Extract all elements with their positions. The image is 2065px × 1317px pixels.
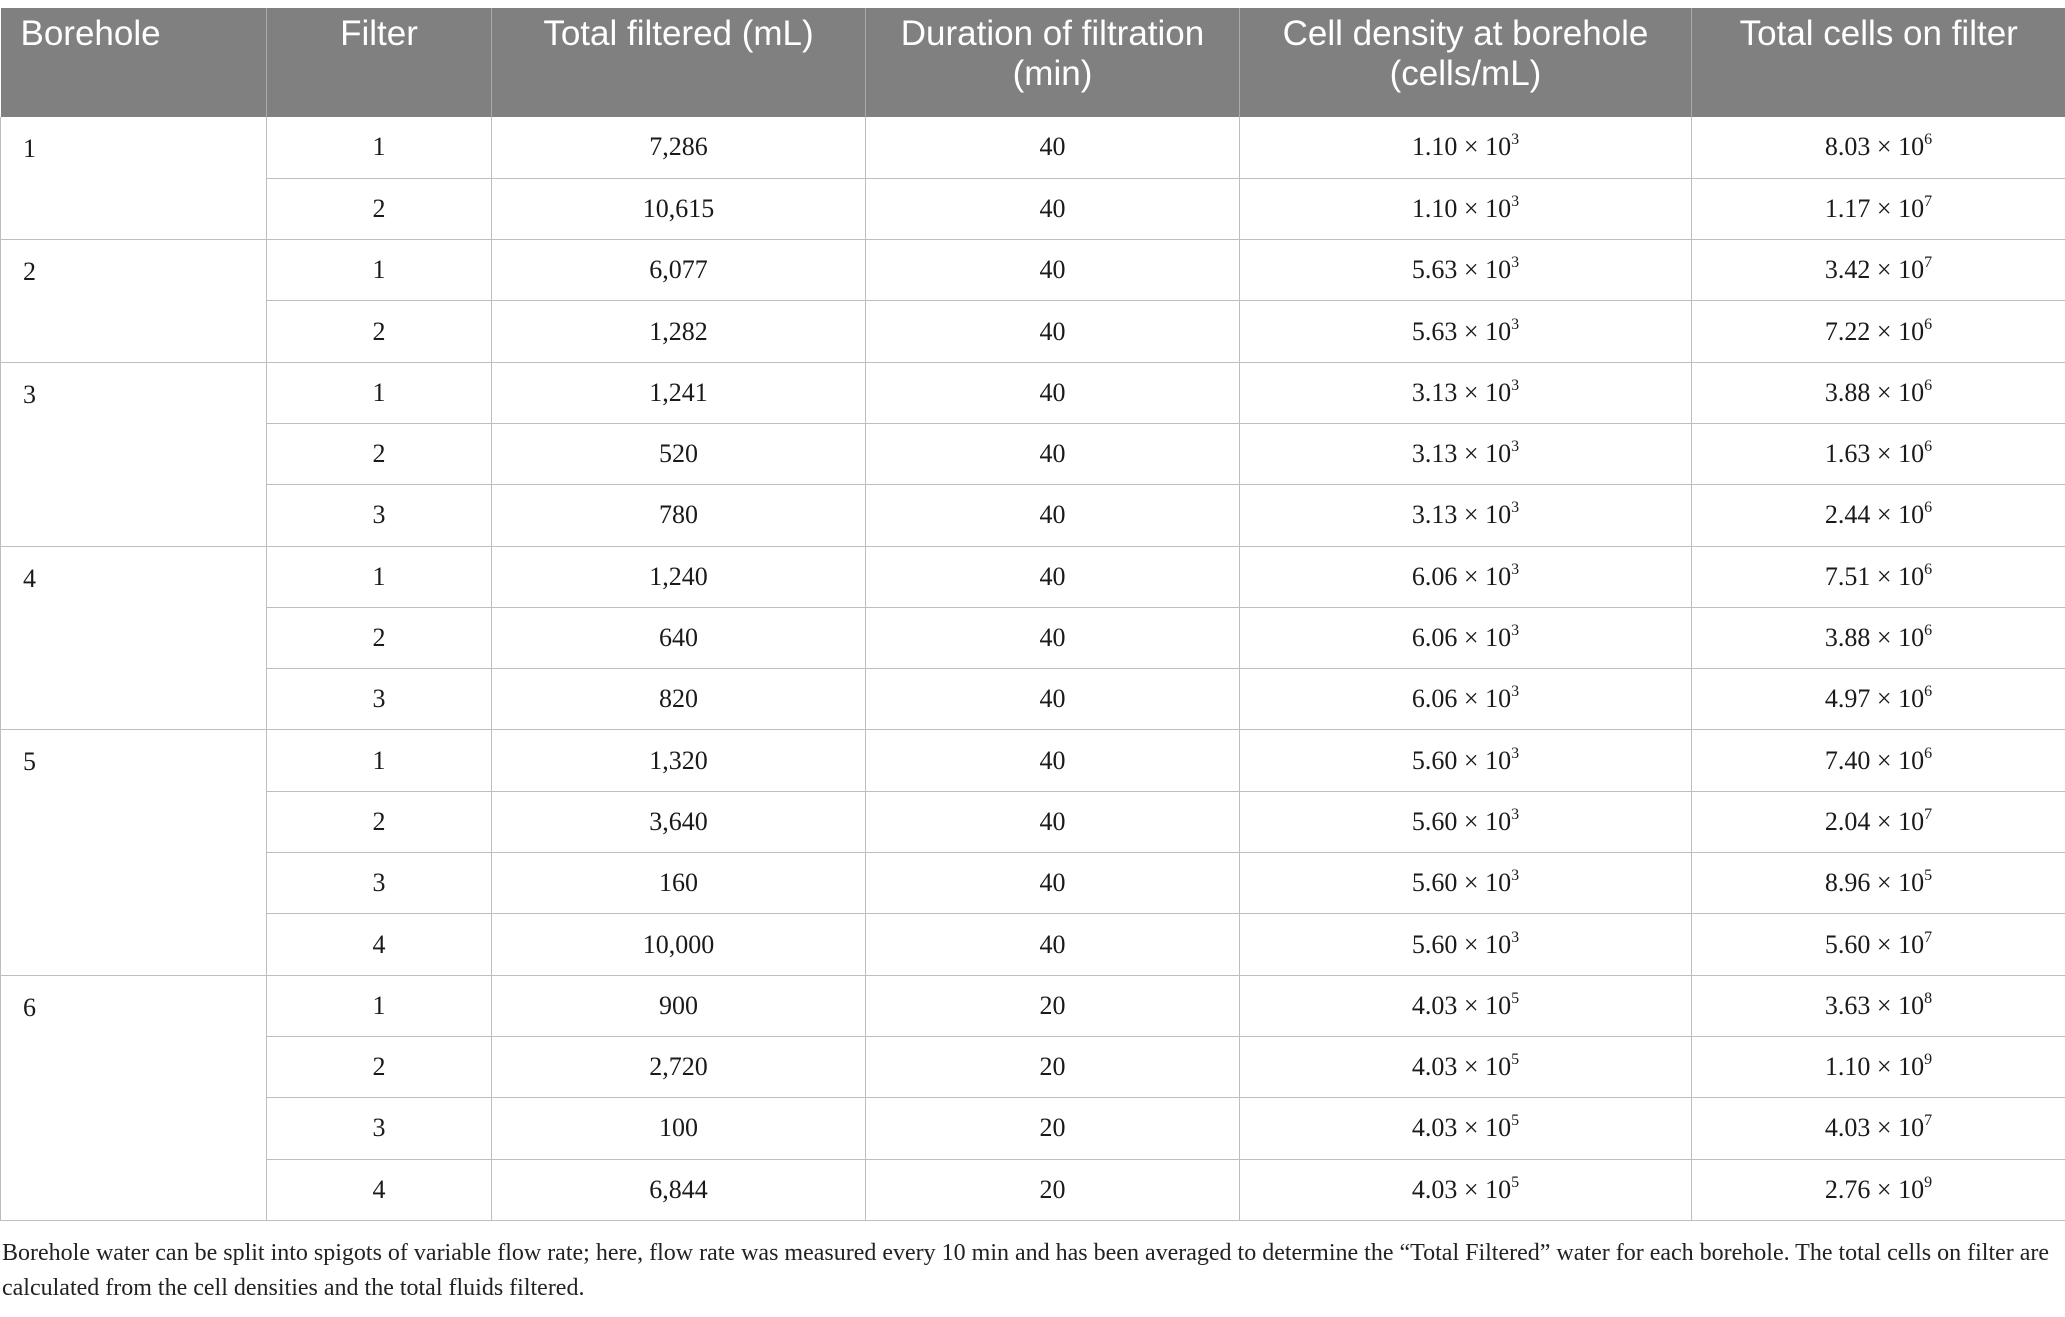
cell-density-cell: $6.06 \times 10^3$ [1240, 607, 1692, 668]
exponent: 3 [1511, 254, 1520, 272]
exponent: 3 [1511, 928, 1520, 946]
filter-cell: 1 [267, 362, 492, 423]
borehole-cell: 6 [1, 975, 267, 1220]
cell-density-cell: $3.13 \times 10^3$ [1240, 423, 1692, 484]
times-sign: × [1463, 316, 1479, 346]
mantissa: 1.17 [1824, 193, 1871, 223]
total-cells-cell: $3.88 \times 10^6$ [1692, 607, 2065, 668]
times-sign: × [1876, 806, 1892, 836]
exponent: 5 [1511, 1112, 1520, 1130]
mantissa: 3.88 [1824, 377, 1871, 407]
filter-cell: 2 [267, 1036, 492, 1097]
table-row [1, 485, 2065, 546]
filter-cell: 3 [267, 853, 492, 914]
exponent: 6 [1924, 560, 1933, 578]
mantissa: 4.03 [1411, 990, 1458, 1020]
duration-cell: 40 [866, 853, 1240, 914]
duration-cell: 40 [866, 240, 1240, 301]
exponent: 5 [1511, 989, 1520, 1007]
exponent: 3 [1511, 192, 1520, 210]
exponent: 7 [1924, 192, 1933, 210]
total-filtered-cell: 6,844 [492, 1159, 866, 1220]
exponent: 7 [1924, 805, 1933, 823]
table-footnote: Borehole water can be split into spigots of variable flow rate; here, flow rate was measured every 10 min and has been averaged to determine the “Total Filtered” water for each borehole. The total cells on filter are calculated from the cell densities and the total fluids filtered. [2, 1240, 2050, 1301]
exponent: 5 [1511, 1173, 1520, 1191]
total-filtered-cell: 3,640 [492, 791, 866, 852]
times-sign: × [1463, 745, 1479, 775]
mantissa: 5.60 [1411, 868, 1458, 898]
exponent: 6 [1924, 622, 1933, 640]
mantissa: 3.63 [1824, 990, 1871, 1020]
filter-cell: 1 [267, 117, 492, 178]
exponent: 3 [1511, 867, 1520, 885]
total-cells-cell: $7.40 \times 10^6$ [1692, 730, 2065, 791]
mantissa: 2.44 [1824, 500, 1871, 530]
exponent: 3 [1511, 315, 1520, 333]
exponent: 9 [1924, 1051, 1933, 1069]
exponent: 7 [1924, 254, 1933, 272]
filter-cell: 4 [267, 914, 492, 975]
header-borehole: Borehole [1, 8, 267, 117]
mantissa: 6.06 [1411, 684, 1458, 714]
exponent: 5 [1511, 1051, 1520, 1069]
total-cells-cell: $1.10 \times 10^9$ [1692, 1036, 2065, 1097]
times-sign: × [1463, 439, 1479, 469]
mantissa: 4.03 [1824, 1113, 1871, 1143]
duration-cell: 20 [866, 1098, 1240, 1159]
header-row [1, 8, 2065, 117]
table-row [1, 1159, 2065, 1220]
table-row [1, 791, 2065, 852]
duration-cell: 40 [866, 669, 1240, 730]
mantissa: 3.88 [1824, 623, 1871, 653]
times-sign: × [1876, 132, 1892, 162]
table-row [1, 1098, 2065, 1159]
duration-cell: 40 [866, 178, 1240, 239]
mantissa: 4.03 [1411, 1113, 1458, 1143]
duration-cell: 20 [866, 1036, 1240, 1097]
exponent: 3 [1511, 622, 1520, 640]
duration-cell: 40 [866, 730, 1240, 791]
times-sign: × [1876, 193, 1892, 223]
times-sign: × [1876, 439, 1892, 469]
exponent: 6 [1924, 744, 1933, 762]
exponent: 6 [1924, 438, 1933, 456]
exponent: 3 [1511, 683, 1520, 701]
exponent: 5 [1924, 867, 1933, 885]
total-cells-cell: $3.88 \times 10^6$ [1692, 362, 2065, 423]
filter-cell: 1 [267, 730, 492, 791]
times-sign: × [1876, 990, 1892, 1020]
total-filtered-cell: 100 [492, 1098, 866, 1159]
total-filtered-cell: 1,240 [492, 546, 866, 607]
filter-cell: 2 [267, 607, 492, 668]
filter-cell: 3 [267, 669, 492, 730]
filter-cell: 3 [267, 485, 492, 546]
filter-cell: 2 [267, 178, 492, 239]
total-cells-cell: $2.76 \times 10^9$ [1692, 1159, 2065, 1220]
total-filtered-cell: 2,720 [492, 1036, 866, 1097]
filter-cell: 2 [267, 301, 492, 362]
duration-cell: 40 [866, 914, 1240, 975]
cell-density-cell: $4.03 \times 10^5$ [1240, 1159, 1692, 1220]
mantissa: 7.51 [1824, 561, 1871, 591]
filter-cell: 1 [267, 975, 492, 1036]
mantissa: 4.97 [1824, 684, 1871, 714]
times-sign: × [1463, 1113, 1479, 1143]
table-row [1, 669, 2065, 730]
mantissa: 4.03 [1411, 1174, 1458, 1204]
times-sign: × [1876, 745, 1892, 775]
borehole-cell: 1 [1, 117, 267, 240]
borehole-cell: 5 [1, 730, 267, 975]
times-sign: × [1463, 684, 1479, 714]
total-cells-cell: $3.42 \times 10^7$ [1692, 240, 2065, 301]
mantissa: 1.10 [1411, 193, 1458, 223]
times-sign: × [1876, 1052, 1892, 1082]
total-cells-cell: $1.17 \times 10^7$ [1692, 178, 2065, 239]
cell-density-cell: $3.13 \times 10^3$ [1240, 485, 1692, 546]
cell-density-cell: $5.63 \times 10^3$ [1240, 301, 1692, 362]
duration-cell: 40 [866, 546, 1240, 607]
table-row [1, 301, 2065, 362]
times-sign: × [1876, 1113, 1892, 1143]
exponent: 7 [1924, 1112, 1933, 1130]
mantissa: 6.06 [1411, 623, 1458, 653]
times-sign: × [1463, 929, 1479, 959]
total-filtered-cell: 6,077 [492, 240, 866, 301]
exponent: 3 [1511, 438, 1520, 456]
total-filtered-cell: 900 [492, 975, 866, 1036]
table-row [1, 853, 2065, 914]
table-row [1, 423, 2065, 484]
header-total-filtered: Total filtered (mL) [492, 8, 866, 117]
cell-density-cell: $5.60 \times 10^3$ [1240, 730, 1692, 791]
cell-density-cell: $5.60 \times 10^3$ [1240, 853, 1692, 914]
exponent: 6 [1924, 683, 1933, 701]
times-sign: × [1876, 377, 1892, 407]
exponent: 6 [1924, 499, 1933, 517]
header-duration: Duration of filtration (min) [866, 8, 1240, 117]
exponent: 8 [1924, 989, 1933, 1007]
filter-cell: 4 [267, 1159, 492, 1220]
times-sign: × [1463, 1174, 1479, 1204]
cell-density-cell: $3.13 \times 10^3$ [1240, 362, 1692, 423]
total-cells-cell: $5.60 \times 10^7$ [1692, 914, 2065, 975]
total-filtered-cell: 160 [492, 853, 866, 914]
times-sign: × [1463, 377, 1479, 407]
times-sign: × [1463, 500, 1479, 530]
table-row [1, 546, 2065, 607]
cell-density-cell: $5.60 \times 10^3$ [1240, 914, 1692, 975]
borehole-cell: 4 [1, 546, 267, 730]
cell-density-cell: $5.60 \times 10^3$ [1240, 791, 1692, 852]
mantissa: 7.22 [1824, 316, 1871, 346]
total-filtered-cell: 640 [492, 607, 866, 668]
times-sign: × [1876, 561, 1892, 591]
mantissa: 3.42 [1824, 255, 1871, 285]
mantissa: 3.13 [1411, 500, 1458, 530]
times-sign: × [1876, 500, 1892, 530]
header-cell-density: Cell density at borehole (cells/mL) [1240, 8, 1692, 117]
mantissa: 8.03 [1824, 132, 1871, 162]
mantissa: 3.13 [1411, 439, 1458, 469]
total-cells-cell: $4.03 \times 10^7$ [1692, 1098, 2065, 1159]
table-row [1, 607, 2065, 668]
mantissa: 5.63 [1411, 316, 1458, 346]
borehole-cell: 2 [1, 240, 267, 363]
table-header [1, 8, 2065, 117]
total-cells-cell: $3.63 \times 10^8$ [1692, 975, 2065, 1036]
total-filtered-cell: 520 [492, 423, 866, 484]
times-sign: × [1876, 929, 1892, 959]
exponent: 6 [1924, 376, 1933, 394]
mantissa: 5.60 [1411, 806, 1458, 836]
cell-density-cell: $6.06 \times 10^3$ [1240, 546, 1692, 607]
cell-density-cell: $1.10 \times 10^3$ [1240, 117, 1692, 178]
duration-cell: 40 [866, 362, 1240, 423]
mantissa: 2.76 [1824, 1174, 1871, 1204]
times-sign: × [1463, 132, 1479, 162]
total-filtered-cell: 1,282 [492, 301, 866, 362]
mantissa: 4.03 [1411, 1052, 1458, 1082]
times-sign: × [1463, 623, 1479, 653]
mantissa: 7.40 [1824, 745, 1871, 775]
total-filtered-cell: 780 [492, 485, 866, 546]
cell-density-cell: $6.06 \times 10^3$ [1240, 669, 1692, 730]
duration-cell: 40 [866, 301, 1240, 362]
filter-cell: 3 [267, 1098, 492, 1159]
mantissa: 1.10 [1824, 1052, 1871, 1082]
cell-density-cell: $4.03 \times 10^5$ [1240, 1036, 1692, 1097]
total-filtered-cell: 10,615 [492, 178, 866, 239]
cell-density-cell: $4.03 \times 10^5$ [1240, 975, 1692, 1036]
exponent: 3 [1511, 131, 1520, 149]
total-cells-cell: $7.51 \times 10^6$ [1692, 546, 2065, 607]
total-cells-cell: $7.22 \times 10^6$ [1692, 301, 2065, 362]
total-filtered-cell: 7,286 [492, 117, 866, 178]
duration-cell: 40 [866, 423, 1240, 484]
header-total-cells: Total cells on filter [1692, 8, 2065, 117]
exponent: 3 [1511, 744, 1520, 762]
table-row [1, 914, 2065, 975]
duration-cell: 40 [866, 607, 1240, 668]
filter-cell: 1 [267, 546, 492, 607]
header-filter: Filter [267, 8, 492, 117]
total-filtered-cell: 10,000 [492, 914, 866, 975]
times-sign: × [1463, 561, 1479, 591]
duration-cell: 20 [866, 975, 1240, 1036]
cell-density-cell: $4.03 \times 10^5$ [1240, 1098, 1692, 1159]
duration-cell: 40 [866, 791, 1240, 852]
times-sign: × [1463, 868, 1479, 898]
table-row [1, 975, 2065, 1036]
data-table [0, 8, 2065, 1221]
mantissa: 1.63 [1824, 439, 1871, 469]
mantissa: 5.63 [1411, 255, 1458, 285]
table-body [1, 117, 2065, 1220]
exponent: 6 [1924, 131, 1933, 149]
cell-density-cell: $1.10 \times 10^3$ [1240, 178, 1692, 239]
exponent: 9 [1924, 1173, 1933, 1191]
total-cells-cell: $8.03 \times 10^6$ [1692, 117, 2065, 178]
table-row [1, 362, 2065, 423]
exponent: 3 [1511, 376, 1520, 394]
mantissa: 5.60 [1411, 745, 1458, 775]
table-row [1, 730, 2065, 791]
cell-density-cell: $5.63 \times 10^3$ [1240, 240, 1692, 301]
filter-cell: 1 [267, 240, 492, 301]
table-row [1, 1036, 2065, 1097]
total-filtered-cell: 1,241 [492, 362, 866, 423]
mantissa: 3.13 [1411, 377, 1458, 407]
total-cells-cell: $1.63 \times 10^6$ [1692, 423, 2065, 484]
duration-cell: 40 [866, 485, 1240, 546]
mantissa: 5.60 [1824, 929, 1871, 959]
times-sign: × [1876, 623, 1892, 653]
total-filtered-cell: 1,320 [492, 730, 866, 791]
table-row [1, 117, 2065, 178]
times-sign: × [1876, 684, 1892, 714]
mantissa: 8.96 [1824, 868, 1871, 898]
total-cells-cell: $2.04 \times 10^7$ [1692, 791, 2065, 852]
mantissa: 5.60 [1411, 929, 1458, 959]
times-sign: × [1463, 990, 1479, 1020]
total-cells-cell: $8.96 \times 10^5$ [1692, 853, 2065, 914]
times-sign: × [1876, 255, 1892, 285]
duration-cell: 20 [866, 1159, 1240, 1220]
exponent: 7 [1924, 928, 1933, 946]
filter-cell: 2 [267, 423, 492, 484]
exponent: 6 [1924, 315, 1933, 333]
times-sign: × [1463, 1052, 1479, 1082]
times-sign: × [1876, 316, 1892, 346]
duration-cell: 40 [866, 117, 1240, 178]
filter-cell: 2 [267, 791, 492, 852]
total-cells-cell: $2.44 \times 10^6$ [1692, 485, 2065, 546]
times-sign: × [1876, 1174, 1892, 1204]
mantissa: 6.06 [1411, 561, 1458, 591]
mantissa: 2.04 [1824, 806, 1871, 836]
total-cells-cell: $4.97 \times 10^6$ [1692, 669, 2065, 730]
total-filtered-cell: 820 [492, 669, 866, 730]
mantissa: 1.10 [1411, 132, 1458, 162]
exponent: 3 [1511, 499, 1520, 517]
times-sign: × [1463, 806, 1479, 836]
times-sign: × [1463, 255, 1479, 285]
table-row [1, 178, 2065, 239]
exponent: 3 [1511, 805, 1520, 823]
times-sign: × [1876, 868, 1892, 898]
table-row [1, 240, 2065, 301]
times-sign: × [1463, 193, 1479, 223]
exponent: 3 [1511, 560, 1520, 578]
borehole-cell: 3 [1, 362, 267, 546]
